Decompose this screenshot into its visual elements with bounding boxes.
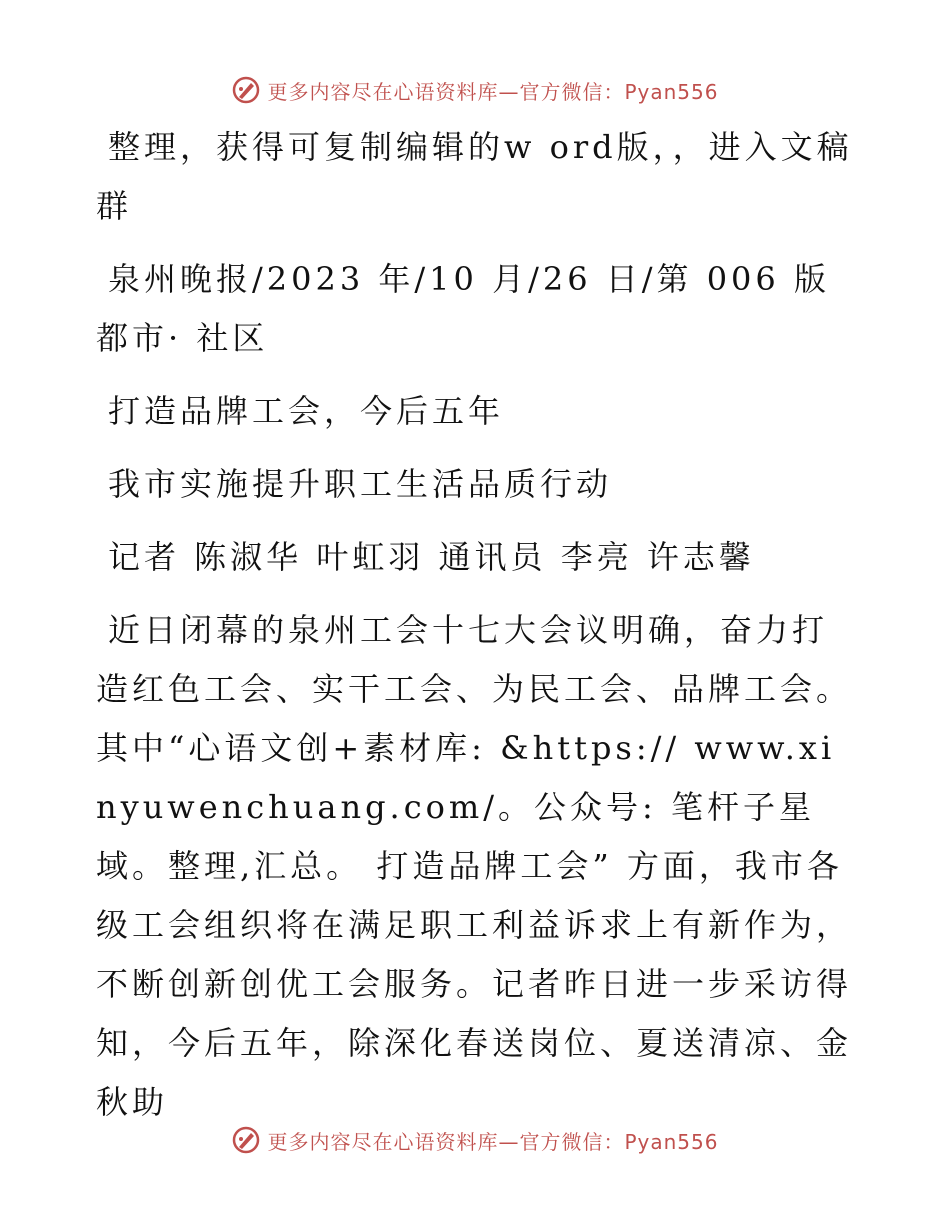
paragraph-body: 近日闭幕的泉州工会十七大会议明确，奋力打造红色工会、实干工会、为民工会、品牌工会。其中“心语文创+素材库: &https:// www.xinyuwenchuang.com/。公众号: 笔杆子星域。整理,汇总。 打造品牌工会” 方面，我市各级工会组织将在满足职工利益诉求上有新作为，不断创新创优工会服务。记者昨日进一步采访得知，今后五年，除深化春送岗位、夏送清凉、金秋助 [96, 611, 853, 1121]
quill-logo-icon [231, 75, 261, 105]
footer-watermark-banner [0, 1120, 950, 1160]
watermark-text: 更多内容尽在心语资料库—官方微信：Pyan556 [267, 1129, 719, 1154]
subheadline: 我市实施提升职工生活品质行动 [108, 465, 613, 503]
watermark-text: 更多内容尽在心语资料库—官方微信：Pyan556 [267, 79, 719, 104]
paragraph-intro: 整理，获得可复制编辑的w ord版，，进入文稿群 [96, 128, 853, 225]
byline: 记者 陈淑华 叶虹羽 通讯员 李亮 许志馨 [108, 538, 755, 576]
paragraph-source: 泉州晚报/2023 年/10 月/26 日/第 006 版都市· 社区 [96, 260, 830, 357]
document-body [96, 118, 856, 1146]
quill-logo-icon [231, 1125, 261, 1155]
header-watermark-banner [0, 70, 950, 110]
headline: 打造品牌工会，今后五年 [108, 392, 505, 430]
